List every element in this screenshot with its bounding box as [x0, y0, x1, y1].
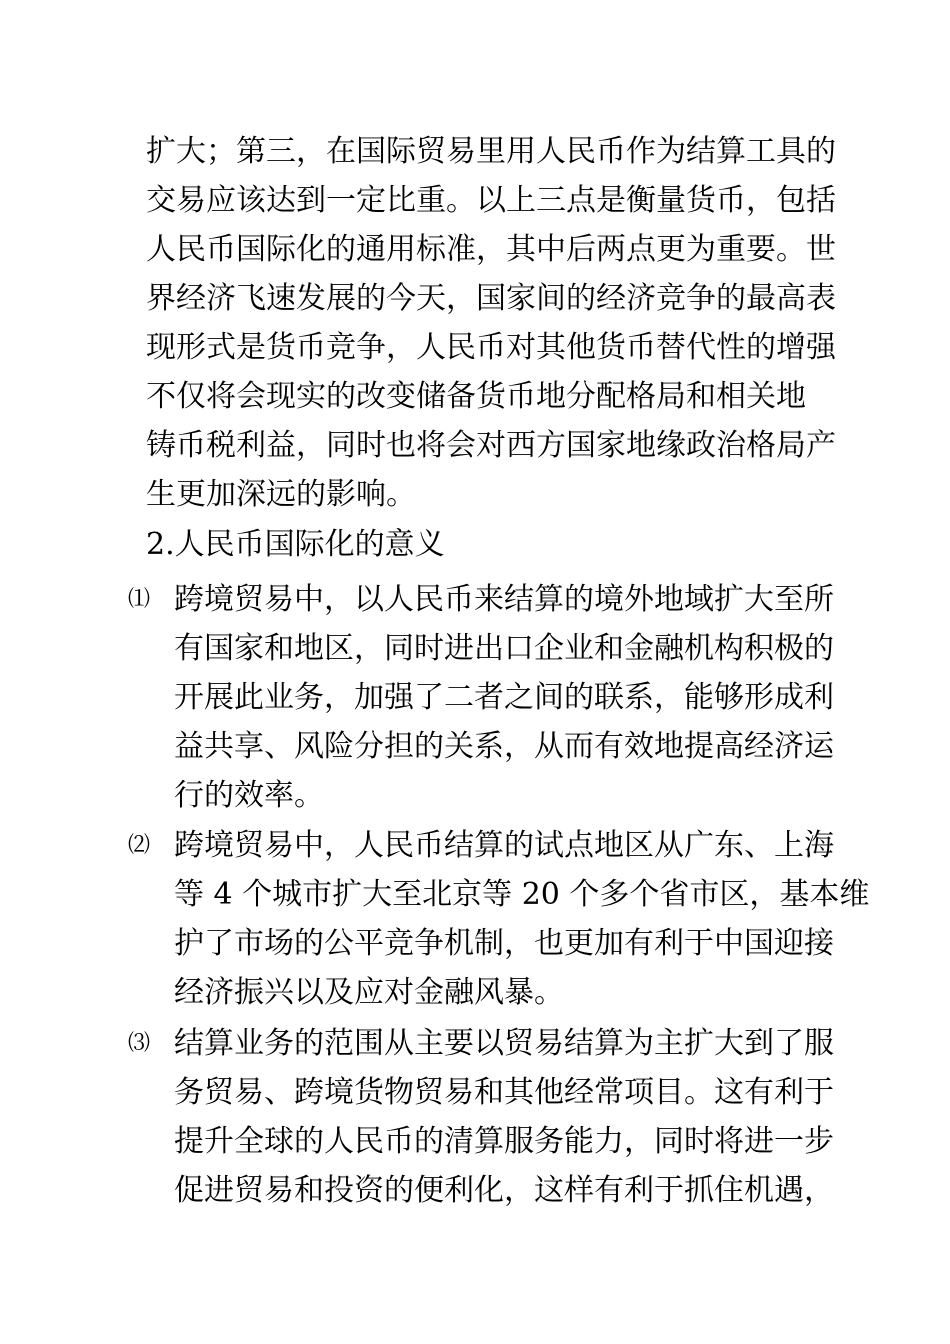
list-item-3-line-3: 提升全球的人民币的清算服务能力，同时将进一步 [174, 1124, 834, 1159]
intro-line-1: 扩大；第三，在国际贸易里用人民币作为结算工具的 [146, 134, 836, 169]
list-item-3-line-4: 促进贸易和投资的便利化，这样有利于抓住机遇， [174, 1173, 834, 1208]
list-item-2-marker: ⑵ [128, 833, 151, 858]
list-item-3-line-1: 结算业务的范围从主要以贸易结算为主扩大到了服 [174, 1026, 834, 1061]
list-item-2-line-1: 跨境贸易中，人民币结算的试点地区从广东、上海 [174, 828, 834, 863]
list-item-1-line-4: 益共享、风险分担的关系，从而有效地提高经济运 [174, 729, 834, 764]
section-heading: 2.人民币国际化的意义 [146, 527, 445, 562]
list-item-3-line-2: 务贸易、跨境货物贸易和其他经常项目。这有利于 [174, 1075, 834, 1110]
list-item-1-line-5: 行的效率。 [174, 778, 324, 813]
list-item-1-line-3: 开展此业务，加强了二者之间的联系，能够形成利 [174, 680, 834, 715]
list-item-2-line-2: 等 4 个城市扩大至北京等 20 个多个省市区，基本维 [174, 877, 870, 912]
intro-line-6: 不仅将会现实的改变储备货币地分配格局和相关地 [146, 379, 806, 414]
list-item-3-marker: ⑶ [128, 1031, 151, 1056]
intro-line-4: 界经济飞速发展的今天，国家间的经济竞争的最高表 [146, 281, 836, 316]
list-item-2-line-3: 护了市场的公平竞争机制，也更加有利于中国迎接 [174, 926, 834, 961]
intro-line-7: 铸币税利益，同时也将会对西方国家地缘政治格局产 [146, 428, 836, 463]
intro-line-3: 人民币国际化的通用标准，其中后两点更为重要。世 [146, 232, 836, 267]
list-item-1-line-2: 有国家和地区，同时进出口企业和金融机构积极的 [174, 631, 834, 666]
intro-line-2: 交易应该达到一定比重。以上三点是衡量货币，包括 [146, 183, 836, 218]
intro-line-8: 生更加深远的影响。 [146, 477, 416, 512]
intro-line-5: 现形式是货币竞争，人民币对其他货币替代性的增强 [146, 330, 836, 365]
list-item-1-line-1: 跨境贸易中，以人民币来结算的境外地域扩大至所 [174, 582, 834, 617]
list-item-2-line-4: 经济振兴以及应对金融风暴。 [174, 975, 564, 1010]
list-item-1-marker: ⑴ [128, 587, 151, 612]
